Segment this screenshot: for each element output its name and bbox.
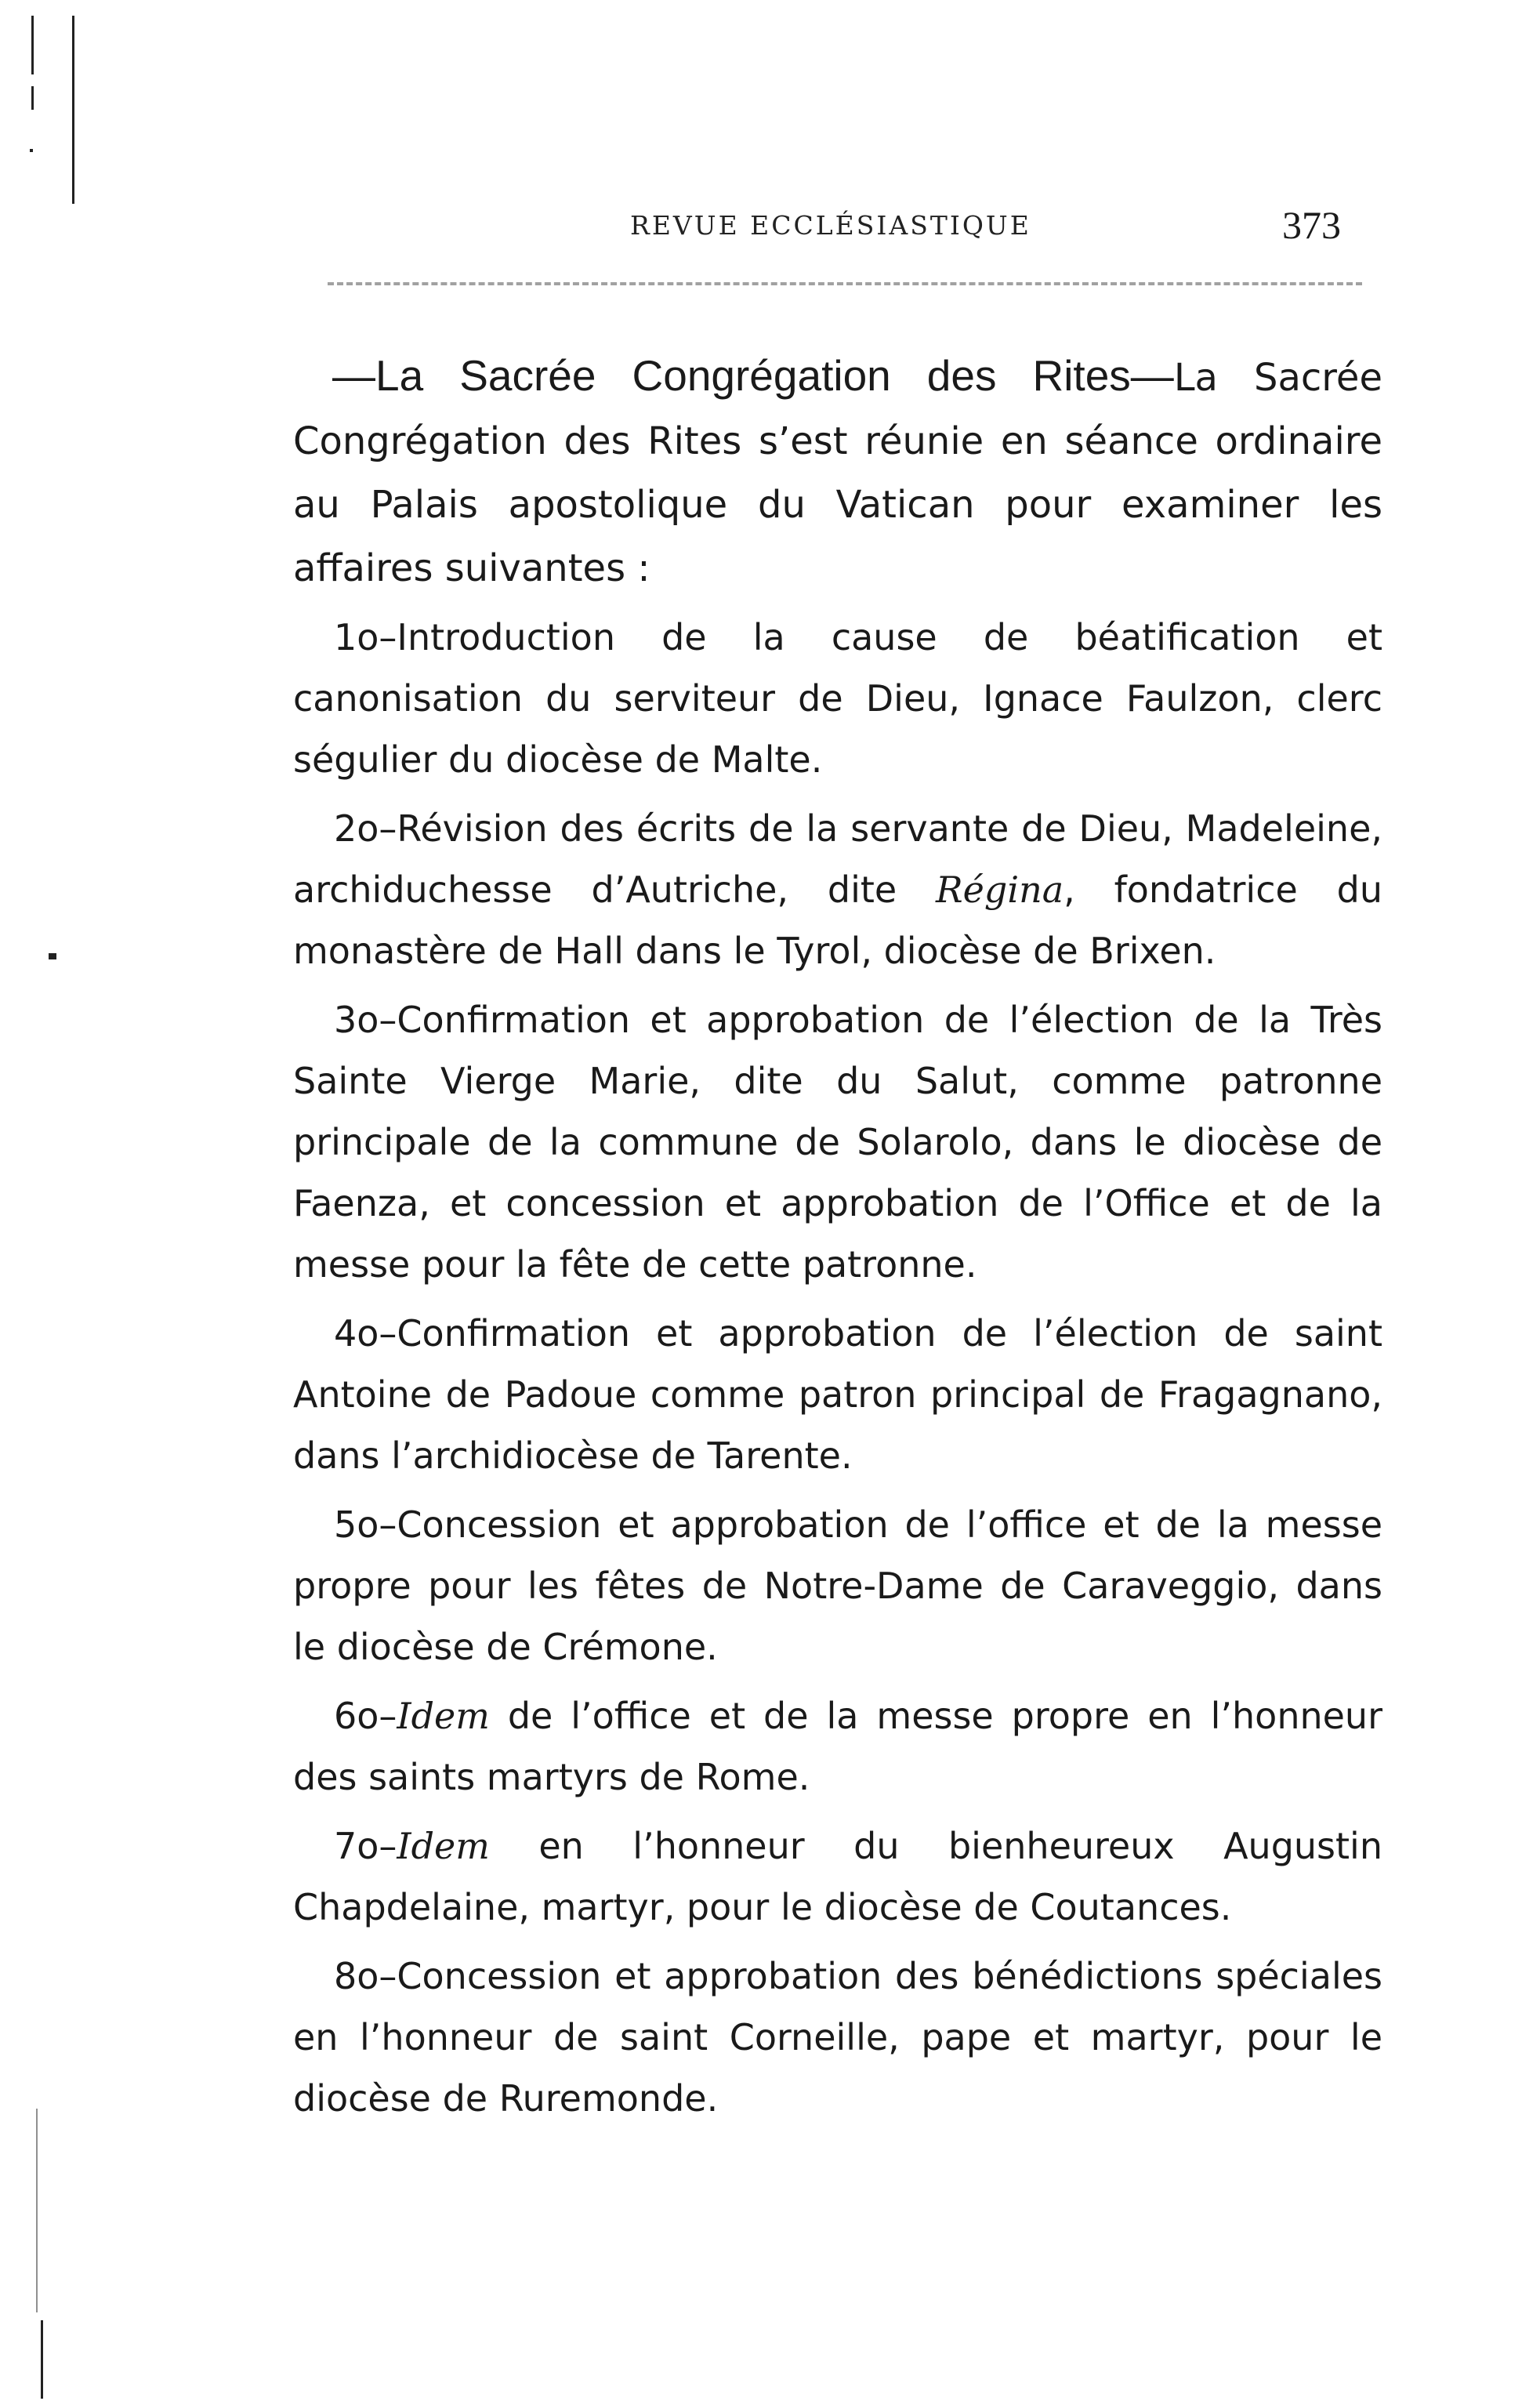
page-header [0, 202, 1540, 249]
header-rule [328, 282, 1362, 285]
item-text: –Concession et approbation de l’office et de la messe propre pour les fêtes de Notre-Dame de Caraveggio, dans le diocèse de Crémone. [293, 1503, 1382, 1668]
list-item [293, 798, 1382, 981]
item-text: –Confirmation et approbation de l’élection de la Très Sainte Vierge Marie, dite du Salut, comme patronne principale de la commune de Solarolo, dans le diocèse de Faenza, et concession et approbation de l’Office et de la messe pour la fête de cette patronne. [293, 999, 1382, 1286]
item-text: en l’honneur du bienheureux Augustin Chapdelaine, martyr, pour le diocèse de Coutances. [293, 1825, 1382, 1928]
item-number: 1o [334, 616, 379, 658]
item-text: –Concession et approbation des bénédictions spéciales en l’honneur de saint Corneille, pape et martyr, pour le diocèse de Ruremonde. [293, 1955, 1382, 2120]
item-text: –Révision des écrits de la servante de Dieu, Madeleine, archiduchesse d’Autriche, dite [293, 807, 1382, 911]
scan-margin-line [36, 2109, 38, 2312]
list-item [293, 1946, 1382, 2129]
scan-speck [49, 953, 56, 959]
scan-margin-line [72, 16, 74, 204]
scan-speck [31, 86, 34, 110]
scan-margin-line [31, 16, 34, 74]
item-number: 3o [334, 999, 379, 1041]
list-item [293, 1303, 1382, 1486]
item-italic: Régina [936, 869, 1064, 911]
section-intro-text: La Sacrée Congrégation des Rites s’est réunie en séance ordinaire au Palais apostolique du Vatican pour examiner les affaires suivantes : [293, 356, 1382, 590]
item-italic: Idem [397, 1825, 490, 1867]
section-title-lead: —La Sacrée Congrégation des Rites— [332, 351, 1174, 400]
item-text: de l’office et de la messe propre en l’honneur des saints martyrs de Rome. [293, 1695, 1382, 1798]
section-heading [293, 345, 1382, 599]
list-item [293, 1685, 1382, 1808]
item-dash: – [379, 1695, 397, 1737]
item-number: 6o [334, 1695, 379, 1737]
item-number: 8o [334, 1955, 379, 1997]
item-italic: Idem [397, 1695, 490, 1737]
item-dash: – [379, 1825, 397, 1867]
item-text: , fondatrice du monastère de Hall dans le Tyrol, diocèse de Brixen. [293, 869, 1382, 972]
item-number: 7o [334, 1825, 379, 1867]
item-number: 2o [334, 807, 379, 850]
list-item [293, 989, 1382, 1295]
item-text: –Confirmation et approbation de l’élection de saint Antoine de Padoue comme patron principal de Fragagnano, dans l’archidiocèse de Tarente. [293, 1312, 1382, 1477]
item-number: 5o [334, 1503, 379, 1546]
page-number: 373 [1282, 203, 1341, 247]
item-text: –Introduction de la cause de béatification et canonisation du serviteur de Dieu, Ignace Faulzon, clerc ségulier du diocèse de Malte. [293, 616, 1382, 781]
list-item [293, 1815, 1382, 1938]
list-item [293, 607, 1382, 790]
article-body [293, 345, 1382, 2129]
item-number: 4o [334, 1312, 379, 1355]
running-title: REVUE ECCLÉSIASTIQUE [630, 210, 1031, 241]
scan-margin-line [41, 2320, 43, 2399]
list-item [293, 1494, 1382, 1677]
scan-speck [30, 149, 33, 152]
